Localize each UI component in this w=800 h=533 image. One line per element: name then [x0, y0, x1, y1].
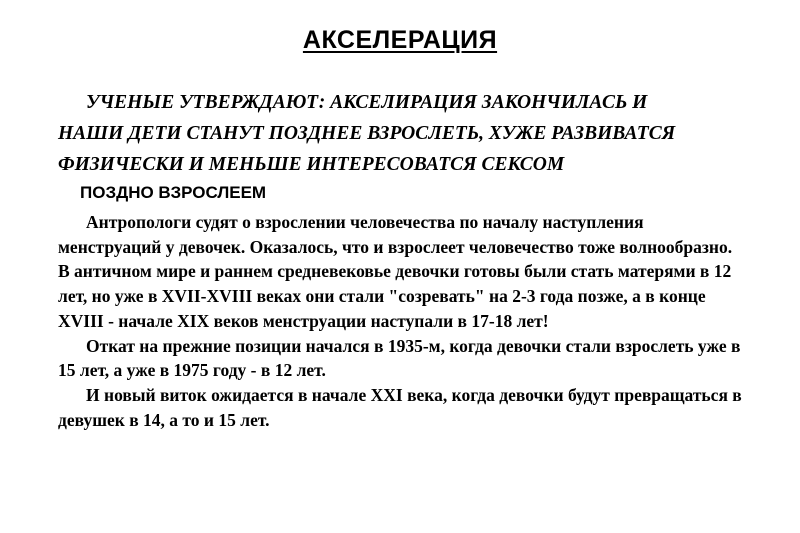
page-title [0, 26, 800, 55]
headline-line-1: УЧЕНЫЕ УТВЕРЖДАЮТ: АКСЕЛИРАЦИЯ ЗАКОНЧИЛАСЬ И [86, 92, 648, 113]
paragraph-3: И новый виток ожидается в начале XXI века, когда девочки будут превращаться в девушек в 14, а то и 15 лет. [58, 384, 742, 430]
headline [58, 87, 778, 180]
section-heading: ПОЗДНО ВЗРОСЛЕЕМ [80, 183, 267, 202]
paragraph-1: Антропологи судят о взрослении человечества по началу наступления менструаций у девочек. Оказалось, что и взрослеет человечество тоже волнообразно. В античном мире и раннем средневековье девочки готовы были стать матерями в 12 лет, но уже в XVII-XVIII веках они стали "созревать" на 2-3 года позже, а в конце XVIII - начале XIX веков менструации наступали в 17-18 лет! [58, 212, 733, 331]
headline-line-3: ФИЗИЧЕСКИ И МЕНЬШЕ ИНТЕРЕСОВАТСЯ СЕКСОМ [58, 154, 565, 175]
headline-line-2: НАШИ ДЕТИ СТАНУТ ПОЗДНЕЕ ВЗРОСЛЕТЬ, ХУЖЕ РАЗВИВАТСЯ [58, 123, 676, 144]
paragraph-2: Откат на прежние позиции начался в 1935-м, когда девочки стали взрослеть уже в 15 лет, а уже в 1975 году - в 12 лет. [58, 335, 741, 381]
body-text [58, 210, 748, 432]
page-title-text: АКСЕЛЕРАЦИЯ [302, 26, 498, 54]
